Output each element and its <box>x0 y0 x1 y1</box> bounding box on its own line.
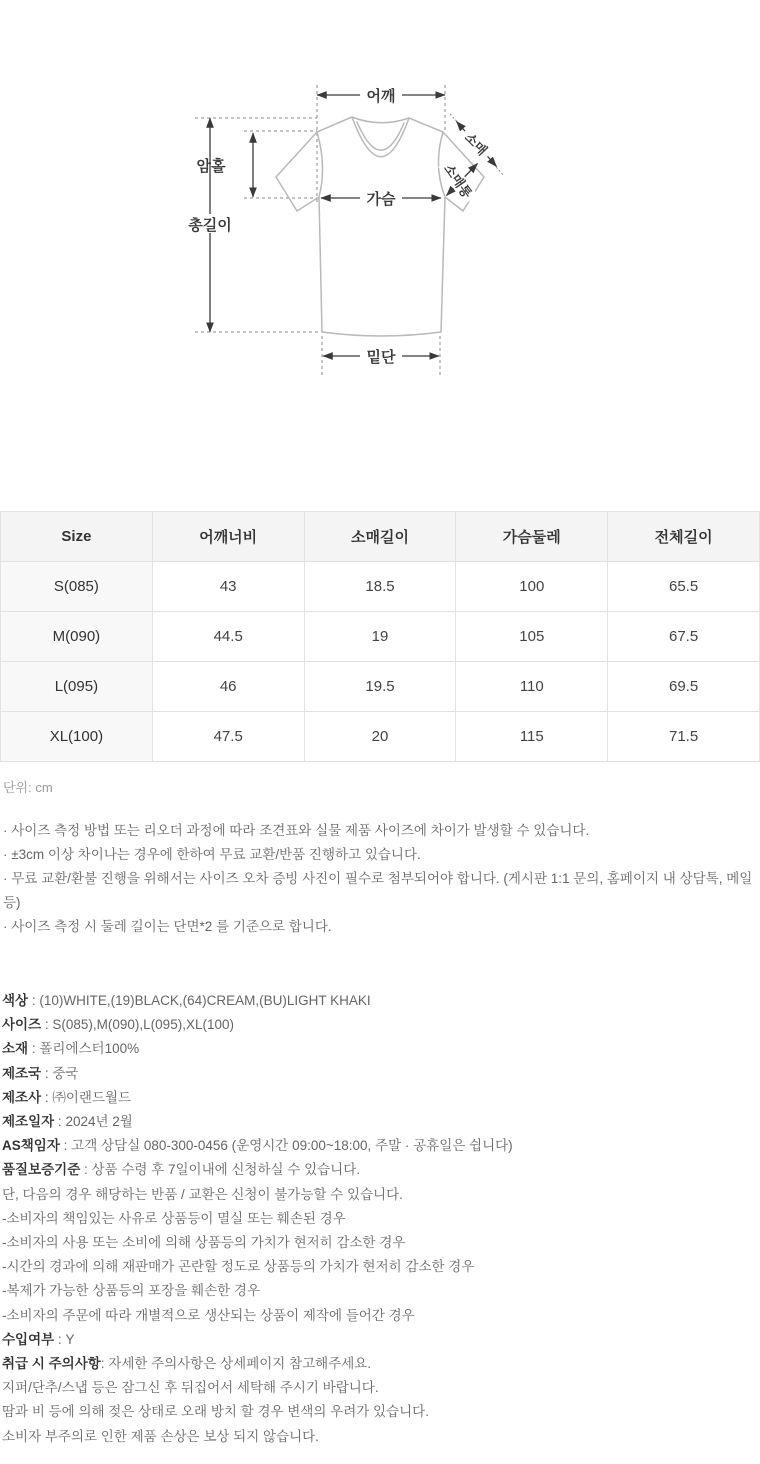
sleeve-label: 소매 <box>461 129 491 159</box>
tshirt-measure-svg <box>0 0 760 511</box>
shoulder-label: 어깨 <box>366 88 396 105</box>
info-line-exception: -소비자의 사용 또는 소비에 의해 상품등의 가치가 현저히 감소한 경우 <box>2 1235 406 1251</box>
note-line: · 무료 교환/환불 진행을 위해서는 사이즈 오차 증빙 사진이 필수로 첨부되어야 합니다. (게시판 1:1 문의, 홈페이지 내 상담톡, 메일 등) <box>3 871 753 910</box>
product-info <box>2 989 760 1449</box>
note-line: · 사이즈 측정 방법 또는 리오더 과정에 따라 조견표와 실물 제품 사이즈에 차이가 발생할 수 있습니다. <box>3 823 590 838</box>
table-cell: 43 <box>152 562 304 612</box>
size-guide-diagram <box>0 0 760 511</box>
row-header-size: XL(100) <box>1 712 153 762</box>
table-cell: 100 <box>456 562 608 612</box>
tshirt-outline <box>276 117 484 336</box>
armhole-label: 암홀 <box>196 158 226 175</box>
table-row <box>1 712 760 762</box>
table-row <box>1 612 760 662</box>
info-line-warranty-note: 단, 다음의 경우 해당하는 반품 / 교환은 신청이 불가능할 수 있습니다. <box>2 1186 403 1202</box>
chest-label: 가슴 <box>366 191 396 208</box>
info-line-exception: -소비자의 주문에 따라 개별적으로 생산되는 상품이 제작에 들어간 경우 <box>2 1307 415 1323</box>
sleeve-measure <box>457 122 497 167</box>
left-sleeve <box>276 132 319 211</box>
note-line: · 사이즈 측정 시 둘레 길이는 단면*2 를 기준으로 합니다. <box>3 919 332 934</box>
info-line-exception: -소비자의 책임있는 사유로 상품등이 멸실 또는 훼손된 경우 <box>2 1210 346 1226</box>
row-header-size: M(090) <box>1 612 153 662</box>
info-line-country: 제조국 : 중국 <box>2 1065 79 1081</box>
table-cell: 18.5 <box>304 562 456 612</box>
size-table <box>0 511 760 762</box>
info-line-care-note: 소비자 부주의로 인한 제품 손상은 보상 되지 않습니다. <box>2 1428 319 1444</box>
col-header-total-length: 전체길이 <box>608 512 760 562</box>
table-cell: 47.5 <box>152 712 304 762</box>
info-line-care-note: 지퍼/단추/스냅 등은 잠그신 후 뒤집어서 세탁해 주시기 바랍니다. <box>2 1380 379 1396</box>
table-header-row <box>1 512 760 562</box>
info-line-as-contact: AS책임자 : 고객 상담실 080-300-0456 (운영시간 09:00~18:00, 주말 · 공휴일은 쉽니다) <box>2 1138 513 1154</box>
chest-measure <box>321 188 441 208</box>
table-row <box>1 562 760 612</box>
info-line-manufacture-date: 제조일자 : 2024년 2월 <box>2 1114 133 1130</box>
table-cell: 65.5 <box>608 562 760 612</box>
info-line-color: 색상 : (10)WHITE,(19)BLACK,(64)CREAM,(BU)LIGHT KHAKI <box>2 993 371 1008</box>
total-length-label: 총길이 <box>188 217 232 234</box>
info-line-exception: -시간의 경과에 의해 재판매가 곤란할 정도로 상품등의 가치가 현저히 감소한 경우 <box>2 1259 475 1275</box>
collar-inner <box>357 122 404 150</box>
note-line: · ±3cm 이상 차이나는 경우에 한하여 무료 교환/반품 진행하고 있습니다. <box>3 847 421 862</box>
table-row <box>1 662 760 712</box>
info-line-manufacturer: 제조사 : ㈜이랜드월드 <box>2 1089 132 1105</box>
info-line-size: 사이즈 : S(085),M(090),L(095),XL(100) <box>2 1017 234 1033</box>
table-cell: 19 <box>304 612 456 662</box>
info-line-exception: -복제가 가능한 상품등의 포장을 훼손한 경우 <box>2 1283 260 1299</box>
table-cell: 67.5 <box>608 612 760 662</box>
dashed-guides <box>195 85 504 377</box>
armhole-measure <box>197 133 253 197</box>
table-cell: 115 <box>456 712 608 762</box>
col-header-sleeve-length: 소매길이 <box>304 512 456 562</box>
shoulder-measure <box>317 85 445 105</box>
total-length-measure <box>185 118 235 332</box>
unit-note: 단위: cm <box>3 780 53 795</box>
sleeve-width-label: 소매통 <box>441 161 475 201</box>
hem-measure <box>323 346 439 366</box>
col-header-chest-circumference: 가슴둘레 <box>456 512 608 562</box>
col-header-shoulder-width: 어깨너비 <box>152 512 304 562</box>
table-cell: 105 <box>456 612 608 662</box>
table-cell: 69.5 <box>608 662 760 712</box>
info-line-import: 수입여부 : Y <box>2 1331 75 1347</box>
table-cell: 19.5 <box>304 662 456 712</box>
table-cell: 46 <box>152 662 304 712</box>
table-cell: 20 <box>304 712 456 762</box>
size-notes <box>3 819 760 939</box>
table-cell: 110 <box>456 662 608 712</box>
table-cell: 71.5 <box>608 712 760 762</box>
table-cell: 44.5 <box>152 612 304 662</box>
info-line-care-note: 땀과 비 등에 의해 젖은 상태로 오래 방치 할 경우 변색의 우려가 있습니다. <box>2 1404 429 1420</box>
info-line-care: 취급 시 주의사항: 자세한 주의사항은 상세페이지 참고해주세요. <box>2 1356 372 1372</box>
col-header-size: Size <box>1 512 153 562</box>
row-header-size: S(085) <box>1 562 153 612</box>
hem-label: 밑단 <box>366 349 396 366</box>
info-line-warranty: 품질보증기준 : 상품 수령 후 7일이내에 신청하실 수 있습니다. <box>2 1162 361 1178</box>
row-header-size: L(095) <box>1 662 153 712</box>
info-line-material: 소재 : 폴리에스터100% <box>2 1041 140 1057</box>
